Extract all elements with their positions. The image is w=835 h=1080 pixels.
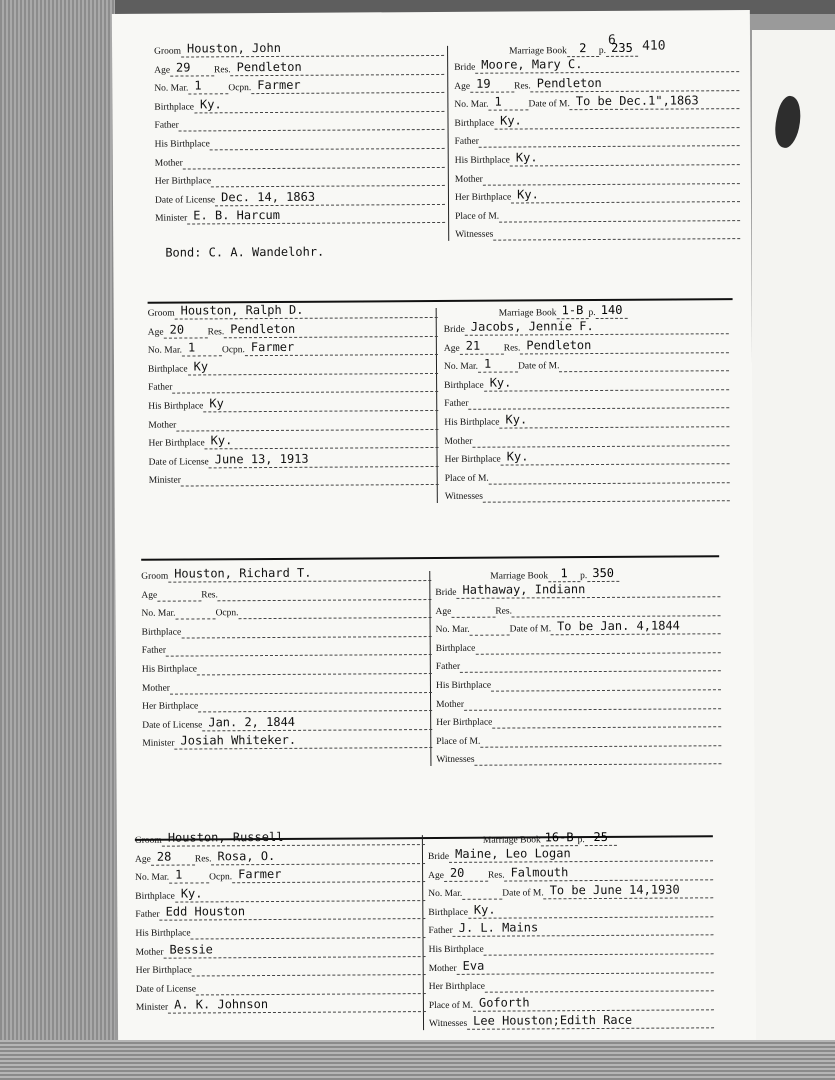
groom-birthplace-label: Birthplace <box>147 364 188 375</box>
bride-no-mar-label: No. Mar. <box>454 99 489 111</box>
groom-row <box>148 430 438 450</box>
bride-father-label: Father <box>435 662 461 673</box>
groom-mother-label: Mother <box>135 947 164 958</box>
bride-row <box>444 409 729 429</box>
page-value: 140 <box>596 302 628 319</box>
groom-birthplace-value: Ky <box>188 357 439 376</box>
bride-row <box>428 843 713 863</box>
groom-row <box>155 168 445 188</box>
groom-row <box>148 319 438 339</box>
bride-row <box>445 446 730 466</box>
groom-res-value: Rosa, O. <box>211 847 425 865</box>
groom-row <box>136 957 426 977</box>
groom-age-value: 29 <box>170 59 214 76</box>
bride-father-value: J. L. Mains <box>453 919 714 938</box>
date-of-license-label: Date of License <box>154 195 216 206</box>
groom-mother-label: Mother <box>141 683 170 694</box>
groom-father-label: Father <box>154 120 179 132</box>
bride-mother-value: Eva <box>457 956 714 975</box>
groom-row <box>135 864 425 884</box>
groom-row <box>154 57 444 77</box>
witnesses-label: Witnesses <box>455 230 494 241</box>
bride-row <box>436 616 721 636</box>
minister-label: Minister <box>135 1003 169 1014</box>
groom-res-label: Res. <box>201 589 218 601</box>
bride-row <box>436 691 721 711</box>
groom-his-birthplace-label: His Birthplace <box>154 139 210 150</box>
witnesses-label: Witnesses <box>436 755 475 766</box>
marriage-book-value: 1 <box>548 565 580 582</box>
bride-value: Jacobs, Jennie F. <box>465 317 729 336</box>
groom-ocpn-label: Ocpn. <box>228 83 252 94</box>
bride-row <box>454 91 739 111</box>
groom-res-value: Pendleton <box>224 320 438 338</box>
groom-row <box>135 883 425 903</box>
place-of-marriage-label: Place of M. <box>444 473 489 484</box>
bride-row <box>455 222 740 242</box>
marriage-book-value: 2 <box>567 40 599 57</box>
groom-row <box>141 600 431 620</box>
bride-age-label: Age <box>443 343 460 354</box>
groom-res-label: Res. <box>194 853 212 865</box>
groom-her-birthplace-label: Her Birthplace <box>154 176 212 187</box>
record-separator <box>141 555 719 561</box>
bride-row <box>445 465 730 485</box>
bride-row <box>444 335 729 355</box>
groom-no-mar-value: 1 <box>188 77 228 94</box>
groom-label: Groom <box>154 46 182 57</box>
groom-res-value: Pendleton <box>231 58 445 76</box>
groom-birthplace-label: Birthplace <box>141 627 182 638</box>
marriage-book-label: Marriage Book <box>482 835 541 846</box>
page-number-right: 410 <box>642 38 666 54</box>
page-label: p. <box>580 571 588 582</box>
bride-no-mar-label: No. Mar. <box>435 624 470 636</box>
groom-value: Houston, Ralph D. <box>175 301 438 320</box>
bride-res-label: Res. <box>514 80 531 92</box>
groom-no-mar-value: 1 <box>182 339 222 356</box>
bride-age-value: 19 <box>470 75 514 92</box>
groom-row <box>142 656 432 676</box>
groom-no-mar-label: No. Mar. <box>154 83 189 94</box>
bride-res-value: Pendleton <box>520 336 729 354</box>
witnesses-value <box>483 501 730 504</box>
bride-row <box>428 862 713 882</box>
groom-row <box>136 976 426 996</box>
bride-label: Bride <box>435 587 457 598</box>
scan-border-left <box>0 0 115 1080</box>
date-of-license-value: Jan. 2, 1844 <box>202 713 432 731</box>
groom-father-label: Father <box>141 646 167 657</box>
bride-his-birthplace-label: His Birthplace <box>454 155 510 166</box>
bride-age-label: Age <box>428 870 444 881</box>
groom-row <box>135 901 425 921</box>
witnesses-value <box>493 239 740 242</box>
groom-row <box>155 187 445 207</box>
groom-row <box>154 94 444 114</box>
groom-row <box>154 38 444 58</box>
page-label: p. <box>598 45 607 56</box>
bride-birthplace-value: Ky. <box>468 900 714 918</box>
bride-res-label: Res. <box>487 870 505 881</box>
bride-father-label: Father <box>454 137 479 148</box>
bride-row <box>455 203 740 223</box>
groom-mother-value: Bessie <box>163 940 425 959</box>
minister-label: Minister <box>148 475 181 487</box>
bride-no-mar-label: No. Mar. <box>443 361 479 373</box>
date-of-license-label: Date of License <box>142 720 203 731</box>
bride-label: Bride <box>443 324 465 335</box>
groom-mother-label: Mother <box>148 420 177 431</box>
marriage-book-value: 16-B <box>541 829 578 846</box>
groom-row <box>135 920 425 940</box>
bride-row <box>429 955 714 975</box>
minister-value: E. B. Harcum <box>187 206 445 225</box>
bride-row <box>445 484 730 504</box>
groom-no-mar-label: No. Mar. <box>141 608 176 619</box>
date-of-marriage-label: Date of M. <box>509 624 552 635</box>
bride-her-birthplace-label: Her Birthplace <box>454 192 512 204</box>
bride-row <box>454 54 739 74</box>
bride-row <box>444 372 729 392</box>
bride-her-birthplace-value: Ky. <box>501 447 730 465</box>
page-label: p. <box>577 835 585 846</box>
groom-row <box>148 393 438 413</box>
bride-his-birthplace-label: His Birthplace <box>444 417 500 428</box>
bride-her-birthplace-label: Her Birthplace <box>436 717 493 729</box>
bride-age-value: 21 <box>460 337 504 354</box>
adjacent-page-strip <box>752 30 835 1040</box>
groom-row <box>142 693 432 713</box>
groom-row <box>148 356 438 376</box>
groom-her-birthplace-label: Her Birthplace <box>135 965 192 977</box>
groom-father-label: Father <box>148 382 173 394</box>
groom-row <box>142 675 432 695</box>
groom-row <box>142 730 432 750</box>
groom-row <box>142 712 432 732</box>
date-of-license-value: Dec. 14, 1863 <box>215 188 445 206</box>
groom-row <box>149 449 439 469</box>
column-divider <box>447 46 449 241</box>
groom-ocpn-label: Ocpn. <box>209 872 233 883</box>
bride-birthplace-label: Birthplace <box>444 380 484 391</box>
groom-age-label: Age <box>154 65 171 76</box>
groom-ocpn-label: Ocpn. <box>221 345 245 356</box>
groom-no-mar-label: No. Mar. <box>135 872 170 884</box>
groom-his-birthplace-label: His Birthplace <box>141 664 198 675</box>
witnesses-value: Lee Houston;Edith Race <box>467 1012 714 1031</box>
witnesses-value <box>475 764 722 767</box>
groom-her-birthplace-label: Her Birthplace <box>148 438 205 449</box>
bride-her-birthplace-value: Ky. <box>511 185 740 203</box>
groom-value: Houston, Russell <box>162 828 425 847</box>
bride-his-birthplace-label: His Birthplace <box>428 944 484 956</box>
bride-mother-label: Mother <box>444 436 473 447</box>
date-of-marriage-value: To be June 14,1930 <box>544 881 714 899</box>
bride-birthplace-label: Birthplace <box>428 907 468 918</box>
bride-row <box>455 147 740 167</box>
bride-row <box>436 672 721 692</box>
bride-row <box>435 579 720 599</box>
bride-row <box>436 728 721 748</box>
bride-row <box>435 598 720 618</box>
bride-row <box>444 316 729 336</box>
bride-res-value: Falmouth <box>504 863 713 881</box>
date-of-marriage-label: Date of M. <box>502 888 544 899</box>
bond-note: Bond: C. A. Wandelohr. <box>165 244 325 260</box>
date-of-marriage-label: Date of M. <box>528 99 570 110</box>
bride-his-birthplace-value: Ky. <box>499 410 729 428</box>
groom-no-mar-value: 1 <box>169 867 209 884</box>
scan-border-bottom <box>0 1040 835 1080</box>
date-of-license-value: June 13, 1913 <box>209 450 439 468</box>
groom-row <box>148 374 438 394</box>
minister-value: Josiah Whiteker. <box>174 731 432 750</box>
bride-res-label: Res. <box>495 606 512 617</box>
minister-label: Minister <box>142 738 175 750</box>
bride-no-mar-label: No. Mar. <box>428 889 463 900</box>
bride-no-mar-value: 1 <box>488 94 528 111</box>
marriage-book-label: Marriage Book <box>509 46 567 57</box>
groom-his-birthplace-label: His Birthplace <box>135 928 191 939</box>
witnesses-label: Witnesses <box>444 492 483 503</box>
groom-row <box>148 337 438 357</box>
date-of-marriage-value: To be Jan. 4,1844 <box>551 617 721 635</box>
bride-row <box>455 129 740 149</box>
bride-father-label: Father <box>444 399 469 410</box>
groom-row <box>135 827 425 847</box>
groom-her-birthplace-value: Ky. <box>205 431 439 449</box>
groom-ocpn-value: Farmer <box>251 76 444 94</box>
groom-row <box>136 939 426 959</box>
bride-no-mar-value: 1 <box>478 356 518 373</box>
groom-row <box>142 619 432 639</box>
groom-birthplace-value: Ky. <box>175 884 426 903</box>
groom-row <box>136 994 426 1014</box>
date-of-license-label: Date of License <box>135 984 196 995</box>
groom-father-value: Edd Houston <box>160 902 426 921</box>
bride-father-label: Father <box>428 926 453 937</box>
bride-age-label: Age <box>435 606 452 617</box>
witnesses-label: Witnesses <box>428 1019 468 1030</box>
bride-row <box>444 353 729 373</box>
groom-birthplace-label: Birthplace <box>154 102 195 113</box>
groom-father-label: Father <box>135 910 160 921</box>
bride-row <box>455 166 740 186</box>
groom-row <box>149 467 439 487</box>
bride-her-birthplace-label: Her Birthplace <box>444 454 501 466</box>
page-value: 25 <box>585 829 617 846</box>
page-number-top: 6 <box>607 32 616 48</box>
groom-row <box>155 150 445 170</box>
bride-row <box>428 880 713 900</box>
minister-label: Minister <box>155 213 188 225</box>
groom-ocpn-value: Farmer <box>245 338 438 356</box>
groom-row <box>154 75 444 95</box>
groom-row <box>155 205 445 225</box>
bride-row <box>429 992 714 1012</box>
minister-value: A. K. Johnson <box>168 995 426 1014</box>
marriage-book-label: Marriage Book <box>490 571 549 582</box>
groom-row <box>148 412 438 432</box>
bride-age-value: 20 <box>444 864 488 881</box>
bride-row <box>429 973 714 993</box>
bride-his-birthplace-value: Ky. <box>510 148 740 166</box>
groom-value: Houston, Richard T. <box>168 564 431 583</box>
bride-row <box>428 936 713 956</box>
date-of-marriage-label: Date of M. <box>518 361 560 372</box>
marriage-record-page <box>112 10 756 1049</box>
groom-row <box>148 300 438 320</box>
bride-row <box>436 709 721 729</box>
groom-label: Groom <box>147 308 175 319</box>
groom-age-label: Age <box>147 327 164 338</box>
bride-row <box>436 635 721 655</box>
groom-age-value: 28 <box>151 848 195 865</box>
groom-ocpn-label: Ocpn. <box>215 608 239 619</box>
bride-row <box>436 654 721 674</box>
groom-mother-label: Mother <box>154 158 183 169</box>
groom-age-value: 20 <box>164 321 208 338</box>
groom-label: Groom <box>134 835 162 846</box>
bride-value: Moore, Mary C. <box>475 55 739 74</box>
bride-row <box>428 899 713 919</box>
bride-birthplace-value: Ky. <box>484 373 730 391</box>
place-of-marriage-value: Goforth <box>473 993 714 1011</box>
place-of-marriage-label: Place of M. <box>428 1000 474 1011</box>
groom-row <box>141 582 431 602</box>
groom-ocpn-value: Farmer <box>232 865 425 883</box>
bride-label: Bride <box>454 62 476 73</box>
groom-her-birthplace-label: Her Birthplace <box>142 701 199 712</box>
date-of-marriage-value: To be Dec.1",1863 <box>570 92 740 110</box>
groom-age-label: Age <box>134 854 151 865</box>
place-of-marriage-label: Place of M. <box>455 211 500 222</box>
bride-mother-label: Mother <box>436 699 465 710</box>
bride-row <box>455 184 740 204</box>
bride-value: Hathaway, Indiann <box>456 580 720 599</box>
bride-row <box>429 1011 714 1031</box>
bride-row <box>436 747 721 767</box>
bride-her-birthplace-label: Her Birthplace <box>428 981 486 993</box>
bride-label: Bride <box>427 851 450 863</box>
bride-age-label: Age <box>454 81 471 92</box>
place-of-marriage-label: Place of M. <box>436 736 481 747</box>
bride-mother-label: Mother <box>428 963 457 974</box>
bride-birthplace-value: Ky. <box>494 111 740 129</box>
marriage-book-label: Marriage Book <box>498 308 557 319</box>
bride-his-birthplace-label: His Birthplace <box>435 680 492 691</box>
groom-row <box>135 846 425 866</box>
bride-row <box>444 428 729 448</box>
bride-res-value: Pendleton <box>531 74 740 92</box>
groom-no-mar-label: No. Mar. <box>147 345 182 356</box>
marriage-book-value: 1-B <box>556 302 588 319</box>
groom-row <box>141 563 431 583</box>
bride-row <box>444 391 729 411</box>
page-label: p. <box>588 308 596 319</box>
groom-row <box>155 131 445 151</box>
minister-value <box>181 484 439 487</box>
groom-res-label: Res. <box>207 326 225 337</box>
bride-row <box>428 918 713 938</box>
groom-his-birthplace-label: His Birthplace <box>148 401 204 412</box>
page-value: 350 <box>587 565 619 582</box>
groom-age-label: Age <box>141 590 158 601</box>
bride-row <box>454 73 739 93</box>
page-value: 235 <box>606 40 638 57</box>
groom-birthplace-label: Birthplace <box>135 891 175 902</box>
groom-row <box>142 637 432 657</box>
bride-value: Maine, Leo Logan <box>449 844 713 863</box>
groom-value: Houston, John <box>181 39 444 58</box>
groom-res-label: Res. <box>213 64 231 75</box>
groom-his-birthplace-value: Ky <box>203 394 438 412</box>
groom-birthplace-value: Ky. <box>194 95 445 114</box>
bride-mother-label: Mother <box>454 174 483 185</box>
bride-res-label: Res. <box>503 343 521 354</box>
bride-row <box>454 110 739 130</box>
bride-birthplace-label: Birthplace <box>435 643 476 654</box>
groom-label: Groom <box>141 571 169 582</box>
bride-birthplace-label: Birthplace <box>454 118 495 129</box>
groom-row <box>154 112 444 132</box>
date-of-license-label: Date of License <box>148 457 209 468</box>
